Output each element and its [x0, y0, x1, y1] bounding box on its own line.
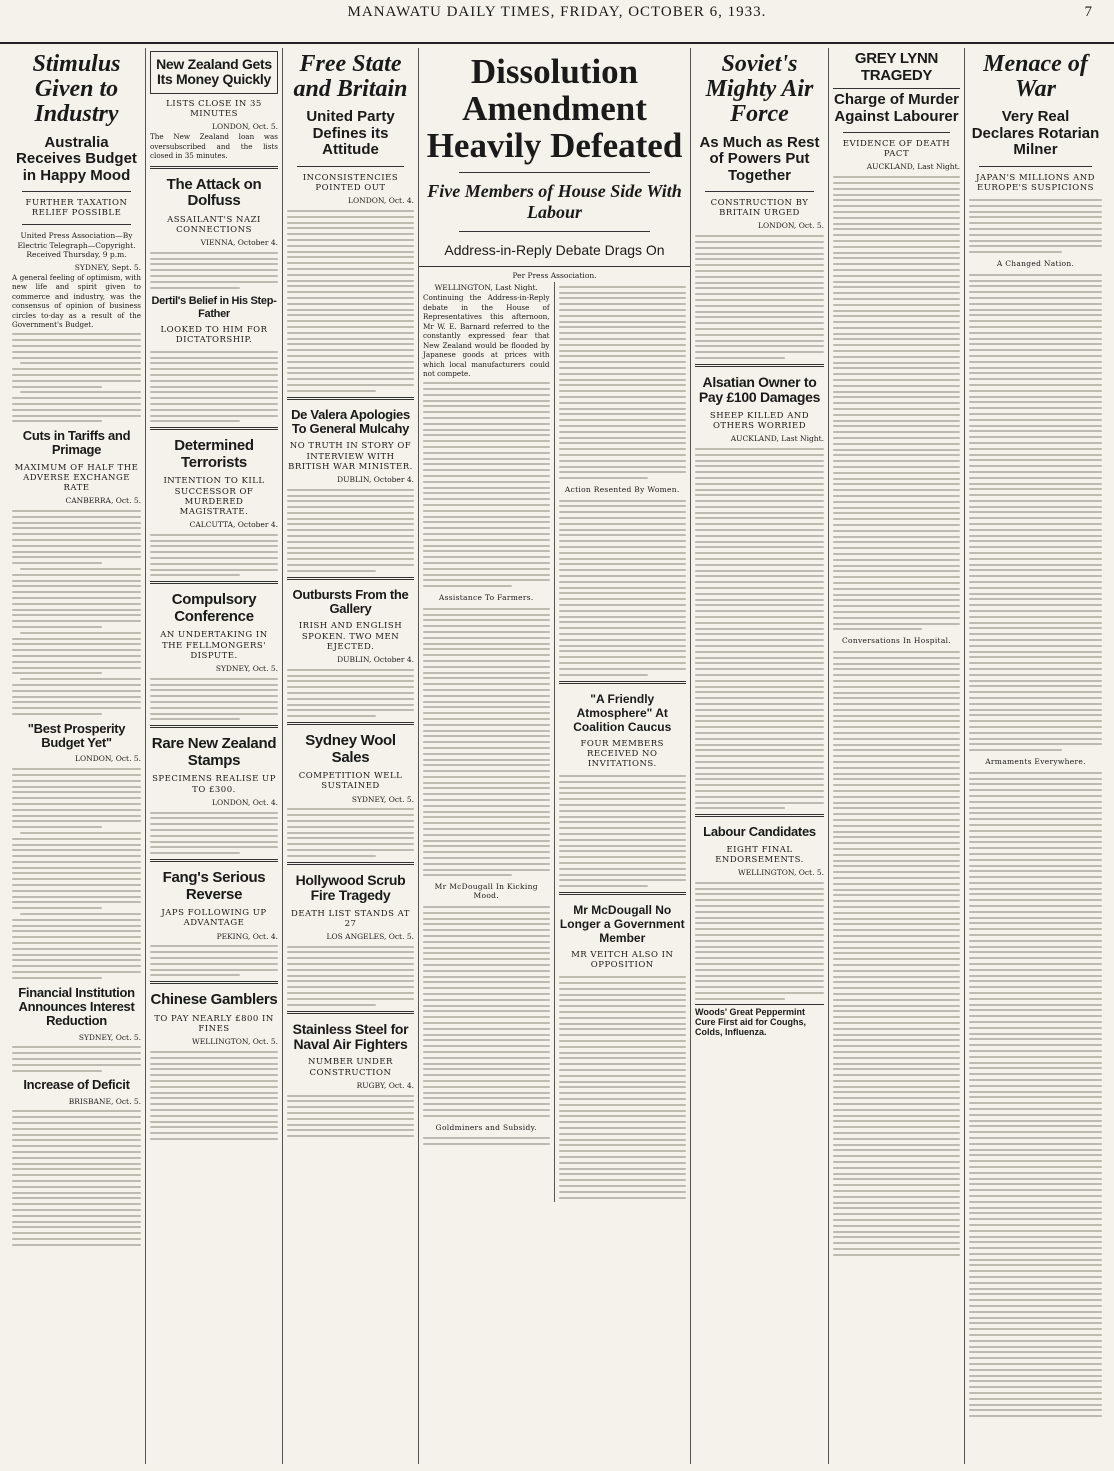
column-2 [146, 48, 283, 1464]
article-body-lines [287, 210, 414, 392]
deck: AN UNDERTAKING IN THE FELLMONGERS' DISPUTE. [160, 630, 268, 661]
dateline: LONDON, Oct. 5. [758, 221, 824, 231]
article-body-lines [150, 678, 278, 721]
deck: MR VEITCH ALSO IN OPPOSITION [571, 950, 674, 971]
section-head-prosperity: "Best Prosperity Budget Yet" [27, 720, 126, 751]
article-body-lines [150, 945, 278, 976]
deck-taxation: FURTHER TAXATION RELIEF POSSIBLE [25, 198, 128, 219]
article-body-lines [833, 651, 960, 1256]
article-body-lines [423, 1137, 550, 1145]
deck: INCONSISTENCIES POINTED OUT [302, 172, 399, 194]
subhead-changed-nation: A Changed Nation. [996, 259, 1075, 269]
dateline: WELLINGTON, Oct. 5. [192, 1037, 278, 1047]
headline-alsatian: Alsatian Owner to Pay £100 Damages [698, 373, 821, 406]
dateline: AUCKLAND, Last Night. [730, 434, 824, 444]
article-body-lines [150, 252, 278, 289]
section-head-deficit: Increase of Deficit [23, 1077, 130, 1093]
headline-gamblers: Chinese Gamblers [150, 991, 278, 1009]
headline-stamps: Rare New Zealand Stamps [151, 735, 277, 769]
headline-hollywood-fire: Hollywood Scrub Fire Tragedy [295, 871, 406, 904]
deck: TO PAY NEARLY £800 IN FINES [154, 1013, 274, 1034]
deck: EVIDENCE OF DEATH PACT [842, 139, 951, 160]
subhead-mcdougall: Mr McDougall No Longer a Government Member [559, 903, 685, 946]
lead-column-left [419, 282, 555, 1202]
headline-dolfuss: The Attack on Dolfuss [166, 175, 262, 210]
deck: LISTS CLOSE IN 35 MINUTES [166, 98, 262, 119]
article-body-lines [12, 510, 141, 715]
section-head-tariffs: Cuts in Tariffs and Primage [22, 428, 131, 458]
article-body-lines [423, 906, 550, 1117]
deck: SHEEP KILLED AND OTHERS WORRIED [709, 410, 810, 431]
section-deck-exchange: MAXIMUM OF HALF THE ADVERSE EXCHANGE RATE [14, 462, 139, 494]
article-body-lines [287, 1095, 414, 1138]
section-head-financial: Financial Institution Announces Interest Reduction [18, 984, 135, 1029]
column-7 [965, 48, 1106, 1464]
article-body-lines [969, 199, 1102, 253]
deck: DEATH LIST STANDS AT 27 [291, 908, 410, 929]
dateline: CANBERRA, Oct. 5. [65, 496, 141, 506]
dateline: LONDON, Oct. 4. [348, 196, 414, 206]
article-body-lines [695, 882, 824, 1000]
dateline: LONDON, Oct. 4. [212, 797, 278, 807]
headline-conference: Compulsory Conference [171, 591, 257, 625]
article-body-lines [150, 812, 278, 855]
subhead-australia: Australia Receives Budget in Happy Mood [16, 133, 137, 184]
headline-soviet: Soviet's Mighty Air Force [705, 51, 814, 128]
deck: JAPS FOLLOWING UP ADVANTAGE [161, 908, 267, 929]
lead-deck-2: Address-in-Reply Debate Drags On [444, 241, 665, 258]
headline-stainless-steel: Stainless Steel for Naval Air Fighters [292, 1020, 409, 1053]
dateline: WELLINGTON, Oct. 5. [738, 868, 824, 877]
subhead-milner: Very Real Declares Rotarian Milner [971, 108, 1100, 159]
dateline: DUBLIN, October 4. [337, 474, 414, 484]
column-5 [691, 48, 829, 1464]
column-1 [8, 48, 146, 1464]
article-body-lines [12, 333, 141, 422]
deck: CONSTRUCTION BY BRITAIN URGED [710, 198, 809, 219]
headline-free-state: Free State and Britain [293, 51, 408, 103]
headline-stimulus: Stimulus Given to Industry [32, 51, 121, 128]
lead-headline: Dissolution Amendment Heavily Defeated [426, 52, 683, 165]
article-body-lines [12, 1046, 141, 1071]
dateline: LONDON, Oct. 5. [75, 754, 141, 764]
subhead-murder: Charge of Murder Against Labourer [833, 91, 959, 125]
article-body-lines [12, 768, 141, 979]
deck: INTENTION TO KILL SUCCESSOR OF MURDERED MAGISTRATE. [163, 476, 265, 517]
lead-column-right [555, 282, 691, 1202]
headline-terrorists: Determined Terrorists [174, 437, 254, 471]
dateline: DUBLIN, October 4. [337, 655, 414, 665]
subhead-farmers: Assistance To Farmers. [438, 592, 534, 602]
subhead-powers: As Much as Rest of Powers Put Together [699, 133, 820, 184]
dateline: SYDNEY, Oct. 5. [215, 664, 278, 674]
masthead [0, 0, 1114, 44]
subhead-goldminers: Goldminers and Subsidy. [435, 1122, 537, 1132]
subhead-hospital: Conversations In Hospital. [841, 636, 951, 646]
article-body-lines [695, 448, 824, 809]
dateline: AUCKLAND, Last Night. [866, 162, 960, 172]
subhead-united-party: United Party Defines its Attitude [306, 108, 395, 159]
byline: Per Press Association. [512, 270, 597, 280]
deck: COMPETITION WELL SUSTAINED [298, 771, 403, 792]
dateline: LONDON, Oct. 5. [212, 122, 278, 132]
lead-story [419, 48, 691, 1464]
article-body-lines [150, 351, 278, 423]
byline: United Press Association—By Electric Telegraph—Copyright. Received Thursday, 9 p.m. [17, 231, 136, 260]
headline-dertil: Dertil's Belief in His Step-Father [151, 295, 277, 320]
article-text: A general feeling of optimism, with new life and spirit given to commerce and industry, was the consensus of opinion of business circles to-day as a result of the Government's Budget. [12, 272, 141, 330]
column-3 [283, 48, 419, 1464]
article-body-lines [969, 772, 1102, 1417]
deck: NUMBER UNDER CONSTRUCTION [308, 1057, 393, 1078]
article-body-lines [12, 1110, 141, 1245]
article-body-lines [833, 176, 960, 630]
article-body-lines [287, 489, 414, 572]
headline-labour-candidates: Labour Candidates [703, 824, 816, 840]
dateline: VIENNA, October 4. [200, 238, 278, 248]
dateline: BRISBANE, Oct. 5. [68, 1096, 141, 1106]
article-text: The New Zealand loan was oversubscribed and the lists closed in 35 minutes. [150, 132, 278, 161]
deck: FOUR MEMBERS RECEIVED NO INVITATIONS. [580, 738, 664, 769]
article-body-lines [559, 286, 687, 479]
advertisement-peppermint-cure: Woods' Great Peppermint Cure First aid for Coughs, Colds, Influenza. [695, 1004, 824, 1037]
masthead-title: MANAWATU DAILY TIMES, FRIDAY, OCTOBER 6, 1933. [347, 4, 767, 20]
deck: ASSAILANT'S NAZI CONNECTIONS [167, 214, 261, 235]
article-body-lines [695, 235, 824, 359]
headline-menace: Menace of War [983, 51, 1088, 103]
deck: JAPAN'S MILLIONS AND EUROPE'S SUSPICIONS [976, 172, 1095, 194]
article-body-lines [969, 274, 1102, 751]
headline-fang: Fang's Serious Reverse [162, 869, 266, 903]
article-body-lines [150, 1051, 278, 1140]
article-body-lines [287, 808, 414, 856]
lead-first-paragraph: Continuing the Address-in-Reply debate in the House of Representatives this afternoon, Mr W. E. Barnard referred to the constantly expressed fear that New Zealand would be flooded by Japanese goods at prices with which local manufacturers could not compete. [423, 293, 550, 378]
article-body-lines [287, 669, 414, 717]
dateline: LOS ANGELES, Oct. 5. [326, 931, 414, 941]
headline-grey-lynn: GREY LYNN TRAGEDY [833, 48, 960, 89]
headline-nz-money: New Zealand Gets Its Money Quickly [156, 56, 272, 88]
article-body-lines [423, 608, 550, 877]
headline-box [150, 51, 278, 94]
article-body-lines [559, 775, 687, 887]
deck: EIGHT FINAL ENDORSEMENTS. [715, 844, 804, 865]
deck: IRISH AND ENGLISH SPOKEN. TWO MEN EJECTED. [298, 621, 403, 652]
headline-wool-sales: Sydney Wool Sales [305, 732, 396, 766]
article-body-lines [287, 946, 414, 1006]
headline-gallery: Outbursts From the Gallery [292, 586, 409, 617]
dateline: WELLINGTON, Last Night. [434, 283, 538, 292]
dateline: RUGBY, Oct. 4. [356, 1080, 414, 1090]
subhead-women: Action Resented By Women. [564, 484, 680, 494]
article-body-lines [559, 500, 687, 676]
lead-columns [419, 282, 690, 1202]
article-body-lines [423, 382, 550, 587]
deck: LOOKED TO HIM FOR DICTATORSHIP. [160, 324, 268, 345]
subhead-kicking-mood: Mr McDougall In Kicking Mood. [434, 882, 538, 901]
headline-de-valera: De Valera Apologies To General Mulcahy [291, 406, 410, 437]
page-number: 7 [1084, 4, 1092, 20]
column-6 [829, 48, 965, 1464]
lead-deck: Five Members of House Side With Labour [427, 181, 682, 222]
dateline: SYDNEY, Sept. 5. [74, 262, 141, 272]
subhead-armaments: Armaments Everywhere. [985, 756, 1086, 766]
deck: SPECIMENS REALISE UP TO £300. [152, 774, 276, 795]
article-body-lines [150, 534, 278, 577]
article-body-lines [559, 976, 687, 1198]
subhead-friendly-atmosphere: "A Friendly Atmosphere" At Coalition Caucus [573, 691, 672, 734]
dateline: SYDNEY, Oct. 5. [351, 794, 414, 804]
dateline: SYDNEY, Oct. 5. [78, 1032, 141, 1042]
deck: NO TRUTH IN STORY OF INTERVIEW WITH BRITISH WAR MINISTER. [288, 441, 413, 472]
dateline: PEKING, Oct. 4. [216, 931, 278, 941]
dateline: CALCUTTA, October 4. [189, 520, 278, 530]
